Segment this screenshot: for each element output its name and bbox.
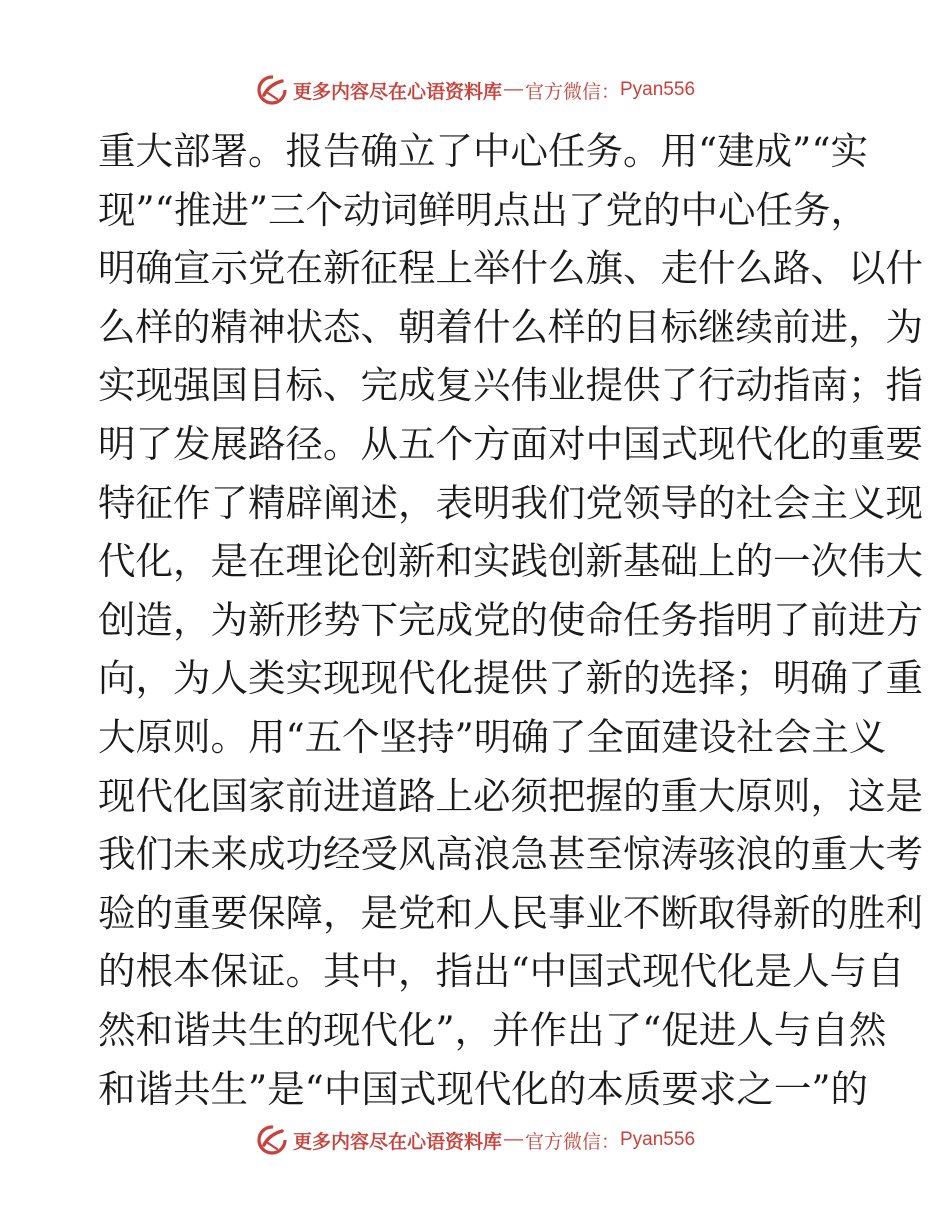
text-line: 我们未来成功经受风高浪急甚至惊涛骇浪的重大考 — [98, 832, 923, 877]
text-line: 实现强国目标、完成复兴伟业提供了行动指南；指 — [98, 363, 923, 408]
footer-watermark — [0, 1118, 950, 1162]
text-line: 创造，为新形势下完成党的使命任务指明了前进方 — [98, 597, 923, 642]
text-line: 和谐共生”是“中国式现代化的本质要求之一”的 — [98, 1066, 869, 1111]
header-site-name: 更多内容尽在心语资料库 — [292, 80, 502, 103]
text-line: 重大部署。报告确立了中心任务。用“建成”“实 — [98, 129, 869, 173]
header-wechat-label: 官方微信： — [524, 80, 620, 103]
footer-dash: — — [503, 1129, 523, 1150]
header-wechat-id: Pyan556 — [620, 79, 696, 100]
text-line: 现”“推进”三个动词鲜明点出了党的中心任务， — [98, 187, 869, 232]
brush-swirl-logo-icon — [255, 73, 289, 107]
text-line: 大原则。用“五个坚持”明确了全面建设社会主义 — [98, 714, 887, 759]
footer-wechat-label: 官方微信： — [524, 1130, 620, 1153]
text-line: 明了发展路径。从五个方面对中国式现代化的重要 — [98, 421, 923, 466]
text-line: 的根本保证。其中，指出“中国式现代化是人与自 — [98, 949, 905, 994]
brush-swirl-logo-icon — [255, 1123, 289, 1157]
text-line: 么样的精神状态、朝着什么样的目标继续前进，为 — [98, 304, 923, 349]
body-paragraph — [98, 122, 923, 1118]
text-line: 验的重要保障，是党和人民事业不断取得新的胜利 — [98, 890, 923, 935]
footer-wechat-id: Pyan556 — [620, 1129, 696, 1150]
header-watermark — [0, 68, 950, 112]
header-dash: — — [503, 79, 523, 100]
footer-site-name: 更多内容尽在心语资料库 — [292, 1130, 502, 1153]
text-line: 代化，是在理论创新和实践创新基础上的一次伟大 — [98, 539, 923, 584]
text-line: 明确宣示党在新征程上举什么旗、走什么路、以什 — [98, 246, 923, 291]
text-line: 然和谐共生的现代化”，并作出了“促进人与自然 — [98, 1007, 887, 1052]
text-line: 特征作了精辟阐述，表明我们党领导的社会主义现 — [98, 480, 923, 525]
text-line: 现代化国家前进道路上必须把握的重大原则，这是 — [98, 773, 923, 818]
text-line: 向，为人类实现现代化提供了新的选择；明确了重 — [98, 656, 923, 701]
